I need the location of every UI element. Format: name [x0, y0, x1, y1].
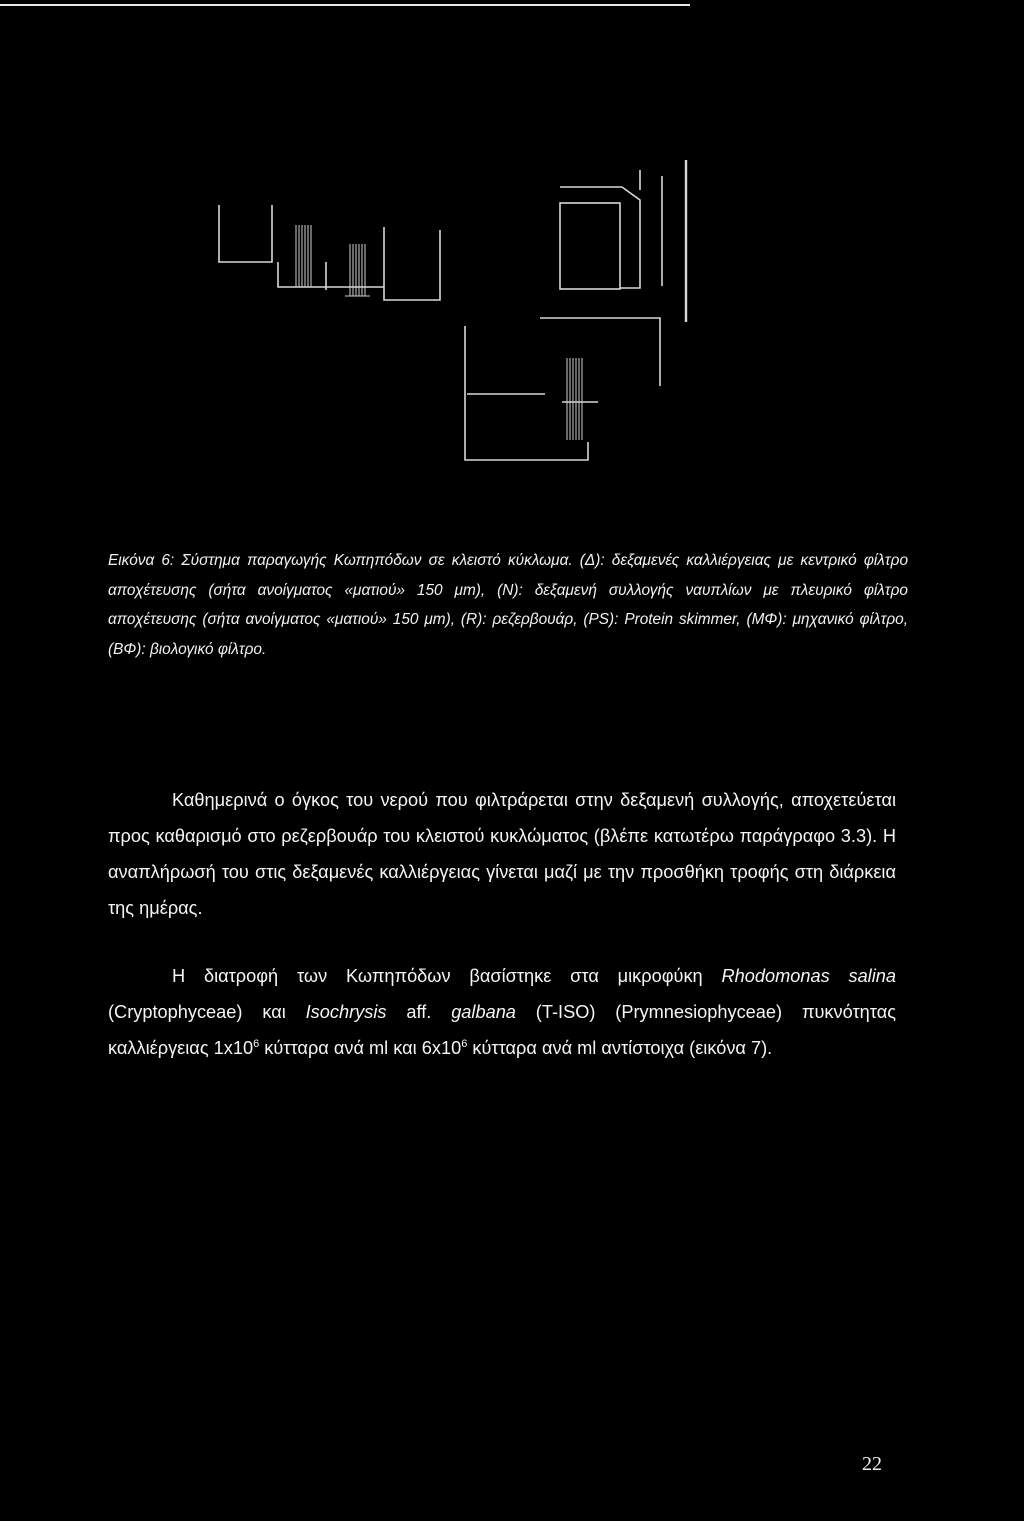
page-number: 22: [862, 1453, 882, 1475]
p2-text-1: Η διατροφή των Κωπηπόδων βασίστηκε στα μικροφύκη: [172, 966, 722, 986]
central-tank: [278, 262, 384, 287]
species-galbana: galbana: [451, 1002, 516, 1022]
paragraph-1: [108, 782, 896, 926]
caption-title: Σύστημα παραγωγής Κωπηπόδων σε κλειστό κύκλωμα.: [181, 552, 573, 569]
culture-tank-2: [384, 227, 440, 300]
filter-screen-1: [296, 225, 311, 287]
filter-screen-3: [567, 358, 582, 440]
caption-label: Εικόνα 6:: [108, 552, 175, 569]
system-schematic-figure: [0, 0, 1024, 520]
paragraph-2: [108, 958, 896, 1066]
filter-screen-2: [345, 244, 370, 296]
exponent-1: 6: [253, 1038, 260, 1050]
p2-text-3: aff.: [386, 1002, 452, 1022]
exponent-2: 6: [461, 1038, 468, 1050]
species-rhodomonas: Rhodomonas salina: [721, 966, 896, 986]
p2-text-6: κύτταρα ανά ml αντίστοιχα (εικόνα 7).: [467, 1038, 773, 1058]
figure-caption: [108, 546, 908, 664]
reservoir-box: [560, 203, 620, 289]
species-isochrysis: Isochrysis: [305, 1002, 387, 1022]
p2-text-5: κύτταρα ανά ml και 6x10: [259, 1038, 462, 1058]
culture-tank-1: [219, 205, 272, 262]
p2-text-4: (T-ISO) (Prymnesiophyceae) πυκνότητας καλλιέργειας 1x10: [108, 1002, 896, 1058]
p2-text-2: (Cryptophyceae) και: [108, 1002, 306, 1022]
caption-legend: (Δ): δεξαμενές καλλιέργειας με κεντρικό φίλτρο αποχέτευσης (σήτα ανοίγματος «ματιού» 150 μm), (Ν): δεξαμενή συλλογής ναυπλίων με πλευρικό φίλτρο αποχέτευσης (σήτα ανοίγματος «ματιού» 150 μm), (R): ρεζερβουάρ, (PS): Protein skimmer, (ΜΦ): μηχανικό φίλτρο, (ΒΦ): βιολογικό φίλτρο.: [108, 552, 909, 658]
paragraph-1-text: Καθημερινά ο όγκος του νερού που φιλτράρεται στην δεξαμενή συλλογής, αποχετεύεται προς καθαρισμό στο ρεζερβουάρ του κλειστού κυκλώματος (βλέπε κατωτέρω παράγραφο 3.3). Η αναπλήρωσή του στις δεξαμενές καλλιέργειας γίνεται μαζί με την προσθήκη τροφής στη διάρκεια της ημέρας.: [108, 790, 896, 918]
